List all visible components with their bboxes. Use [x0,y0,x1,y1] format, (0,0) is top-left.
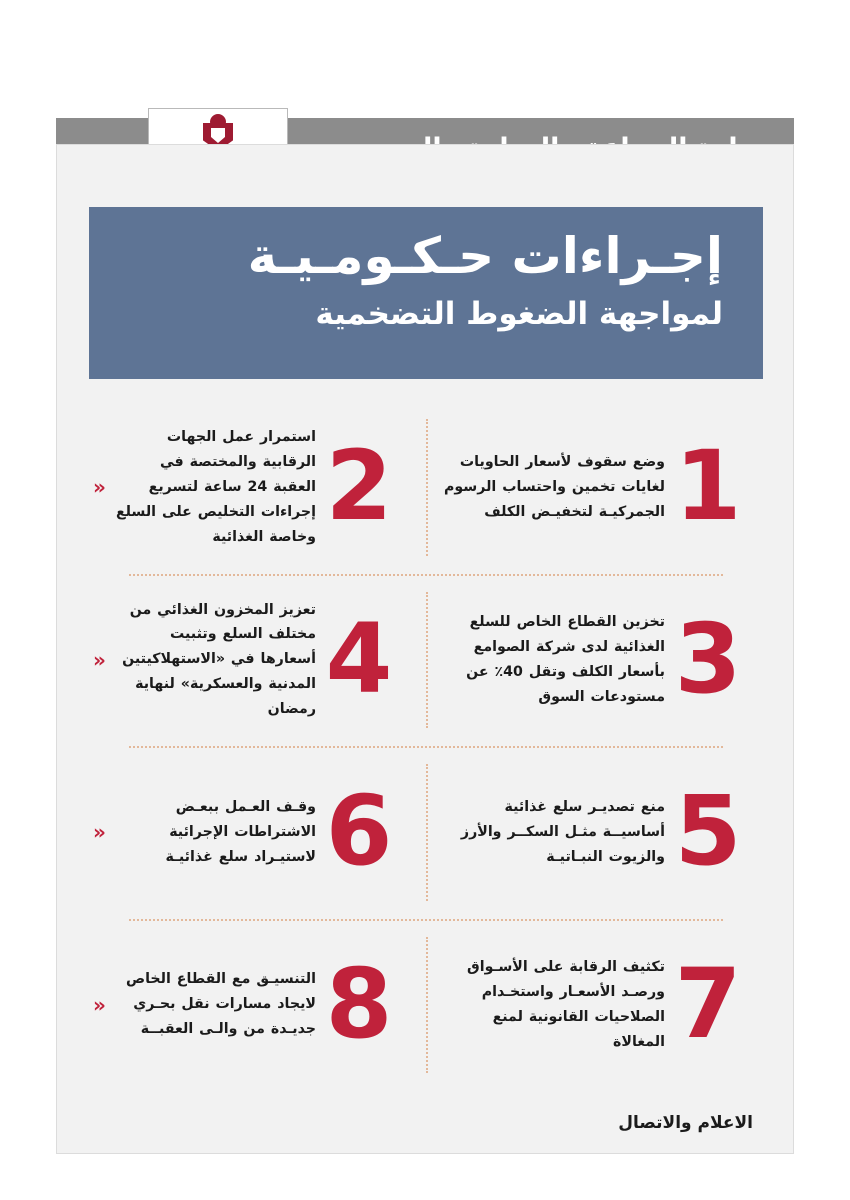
measure-item-7 [426,919,763,1092]
measure-text: منع تصديـر سلع غذائية أساسيــة مثـل السكــر والأرز والزيوت النبـاتيـة [460,798,665,865]
measures-row [89,746,763,919]
measure-number: 5 [674,775,742,888]
measures-row [89,574,763,747]
page-title: إجـراءات حـكـومـيـة [247,227,723,285]
measure-item-2 [89,401,426,574]
measure-text: استمرار عمل الجهات الرقابية والمختصة في العقبة 24 ساعة لتسريع إجراءات التخليص على السلع وخاصة الغذائية [115,429,316,545]
measure-text: وضع سقوف لأسعار الحاويات لغايات تخمين واحتساب الرسوم الجمركيـة لتخفيـض الكلف [444,453,665,520]
measure-number: 4 [325,602,393,715]
chevron-icon: « [93,647,106,672]
measure-item-5 [426,746,763,919]
chevron-icon: « [93,820,106,845]
chevron-icon: « [93,992,106,1017]
measure-text: تعزيز المخزون الغذائي من مختلف السلع وتثبيت أسعارها في «الاستهلاكيتين المدنية والعسكرية» لنهاية رمضان [122,601,316,718]
measure-text: تخزين القطاع الخاص للسلع الغذائية لدى شركة الصوامع بأسعار الكلف وتقل 40٪ عن مستودعات السوق [466,614,665,705]
measure-number: 2 [325,430,393,543]
measures-row [89,401,763,574]
page-subtitle: لمواجهة الضغوط التضخمية [315,296,723,332]
measure-text: التنسيـق مع القطاع الخاص لايجاد مسارات نقل بحـري جديـدة من والـى العقبــة [125,971,316,1038]
footer-credit: الاعلام والاتصال [618,1113,753,1133]
measure-number: 1 [674,430,742,543]
measure-text: تكثيف الرقابة على الأسـواق ورصـد الأسعـار واستخـدام الصلاحيات القانونية لمنع المغالاة [467,959,665,1050]
measure-number: 8 [325,947,393,1060]
measures-row [89,919,763,1092]
measure-item-3 [426,574,763,747]
measure-item-1 [426,401,763,574]
content-frame [56,144,794,1154]
chevron-icon: « [93,475,106,500]
measure-text: وقـف العـمل ببعـض الاشتراطات الإجرائية لاستيـراد سلع غذائيـة [165,798,316,865]
measure-number: 6 [325,775,393,888]
measure-item-6 [89,746,426,919]
measure-item-4 [89,574,426,747]
measure-number: 7 [674,947,742,1060]
title-band [89,207,763,379]
measure-item-8 [89,919,426,1092]
measure-number: 3 [674,602,742,715]
page-header [0,56,850,134]
measures-grid [89,401,763,1091]
